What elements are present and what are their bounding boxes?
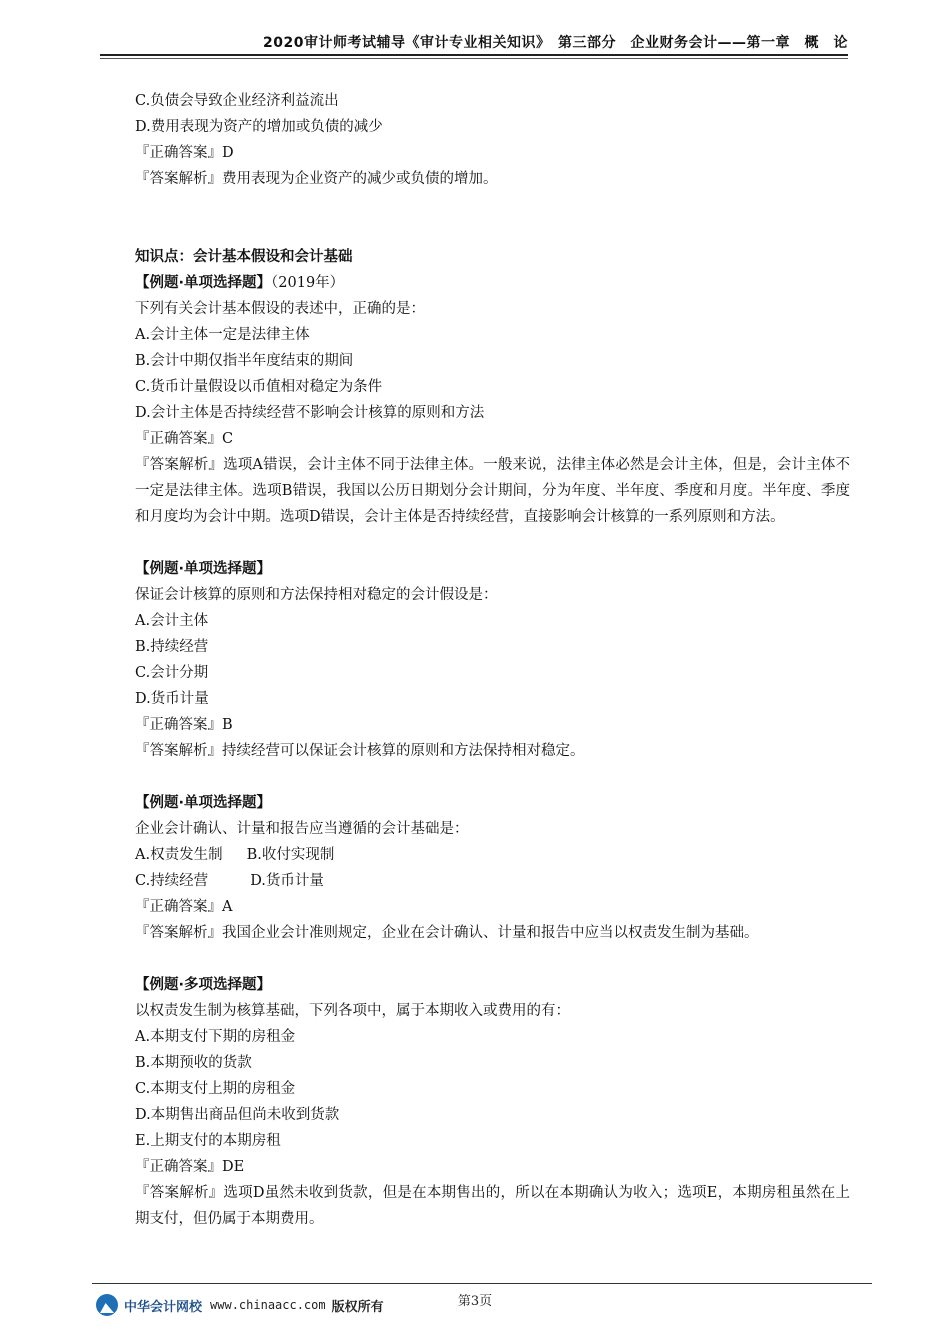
answer-analysis: 『答案解析』我国企业会计准则规定，企业在会计确认、计量和报告中应当以权责发生制为基础。 bbox=[135, 925, 759, 941]
answer-analysis: 『答案解析』持续经营可以保证会计核算的原则和方法保持相对稳定。 bbox=[135, 743, 585, 759]
option-b: B.收付实现制 bbox=[246, 847, 335, 863]
option-a: A.本期支付下期的房租金 bbox=[135, 1029, 296, 1045]
correct-answer: 『正确答案』C bbox=[135, 431, 234, 447]
question-header bbox=[135, 270, 850, 296]
page-number: 第3页 bbox=[457, 1294, 493, 1309]
option-b: B.会计中期仅指半年度结束的期间 bbox=[135, 353, 354, 369]
option-b: B.本期预收的货款 bbox=[135, 1055, 252, 1071]
footer-rule bbox=[92, 1283, 872, 1284]
spacer bbox=[135, 946, 850, 972]
option-c: C.本期支付上期的房租金 bbox=[135, 1081, 296, 1097]
option-c: C.负债会导致企业经济利益流出 bbox=[135, 93, 339, 109]
spacer bbox=[135, 192, 850, 244]
correct-answer: 『正确答案』B bbox=[135, 717, 233, 733]
question-tag: 【例题·单项选择题】 bbox=[135, 275, 272, 291]
option-d: D.货币计量 bbox=[135, 691, 209, 707]
question-tag: 【例题·单项选择题】 bbox=[135, 795, 272, 811]
header-rule bbox=[100, 54, 848, 56]
spacer bbox=[135, 764, 850, 790]
brand-url: www.chinaacc.com bbox=[210, 1298, 326, 1312]
footer-brand bbox=[96, 1294, 384, 1316]
option-c: C.货币计量假设以币值相对稳定为条件 bbox=[135, 379, 383, 395]
option-d: D.费用表现为资产的增加或负债的减少 bbox=[135, 119, 383, 135]
chinaacc-logo-icon bbox=[96, 1294, 118, 1316]
correct-answer: 『正确答案』D bbox=[135, 145, 234, 161]
option-row bbox=[135, 842, 850, 868]
option-a: A.权责发生制 bbox=[135, 847, 223, 863]
option-a: A.会计主体 bbox=[135, 613, 209, 629]
option-row bbox=[135, 868, 850, 894]
spacer bbox=[135, 530, 850, 556]
copyright-text: 版权所有 bbox=[331, 1299, 384, 1315]
option-d: D.会计主体是否持续经营不影响会计核算的原则和方法 bbox=[135, 405, 485, 421]
header-rule-thin bbox=[100, 58, 848, 59]
brand-name: 中华会计网校 bbox=[124, 1299, 203, 1315]
answer-analysis: 『答案解析』选项A错误，会计主体不同于法律主体。一般来说，法律主体必然是会计主体，但是，会计主体不一定是法律主体。选项B错误，我国以公历日期划分会计期间，分为年度、半年度、季度和月度。半年度、季度和月度均为会计中期。选项D错误，会计主体是否持续经营，直接影响会计核算的一系列原则和方法。 bbox=[135, 457, 850, 525]
option-a: A.会计主体一定是法律主体 bbox=[135, 327, 310, 343]
question-tag: 【例题·单项选择题】 bbox=[135, 561, 272, 577]
question-tag: 【例题·多项选择题】 bbox=[135, 977, 272, 993]
question-stem: 下列有关会计基本假设的表述中，正确的是： bbox=[135, 301, 425, 317]
option-b: B.持续经营 bbox=[135, 639, 209, 655]
correct-answer: 『正确答案』A bbox=[135, 899, 233, 915]
question-stem: 以权责发生制为核算基础，下列各项中，属于本期收入或费用的有： bbox=[135, 1003, 570, 1019]
question-stem: 企业会计确认、计量和报告应当遵循的会计基础是： bbox=[135, 821, 469, 837]
option-c: C.持续经营 bbox=[135, 873, 209, 889]
correct-answer: 『正确答案』DE bbox=[135, 1159, 245, 1175]
document-body bbox=[135, 88, 850, 1232]
section-title: 知识点：会计基本假设和会计基础 bbox=[135, 249, 353, 265]
question-year: （2019年） bbox=[271, 275, 345, 291]
option-c: C.会计分期 bbox=[135, 665, 209, 681]
page-header: 2020审计师考试辅导《审计专业相关知识》 第三部分 企业财务会计——第一章 概 论 bbox=[263, 35, 848, 51]
answer-analysis: 『答案解析』选项D虽然未收到货款，但是在本期售出的，所以在本期确认为收入；选项E，本期房租虽然在上期支付，但仍属于本期费用。 bbox=[135, 1185, 850, 1227]
answer-analysis: 『答案解析』费用表现为企业资产的减少或负债的增加。 bbox=[135, 171, 498, 187]
option-e: E.上期支付的本期房租 bbox=[135, 1133, 281, 1149]
option-d: D.本期售出商品但尚未收到货款 bbox=[135, 1107, 340, 1123]
option-d: D.货币计量 bbox=[250, 873, 324, 889]
question-stem: 保证会计核算的原则和方法保持相对稳定的会计假设是： bbox=[135, 587, 498, 603]
